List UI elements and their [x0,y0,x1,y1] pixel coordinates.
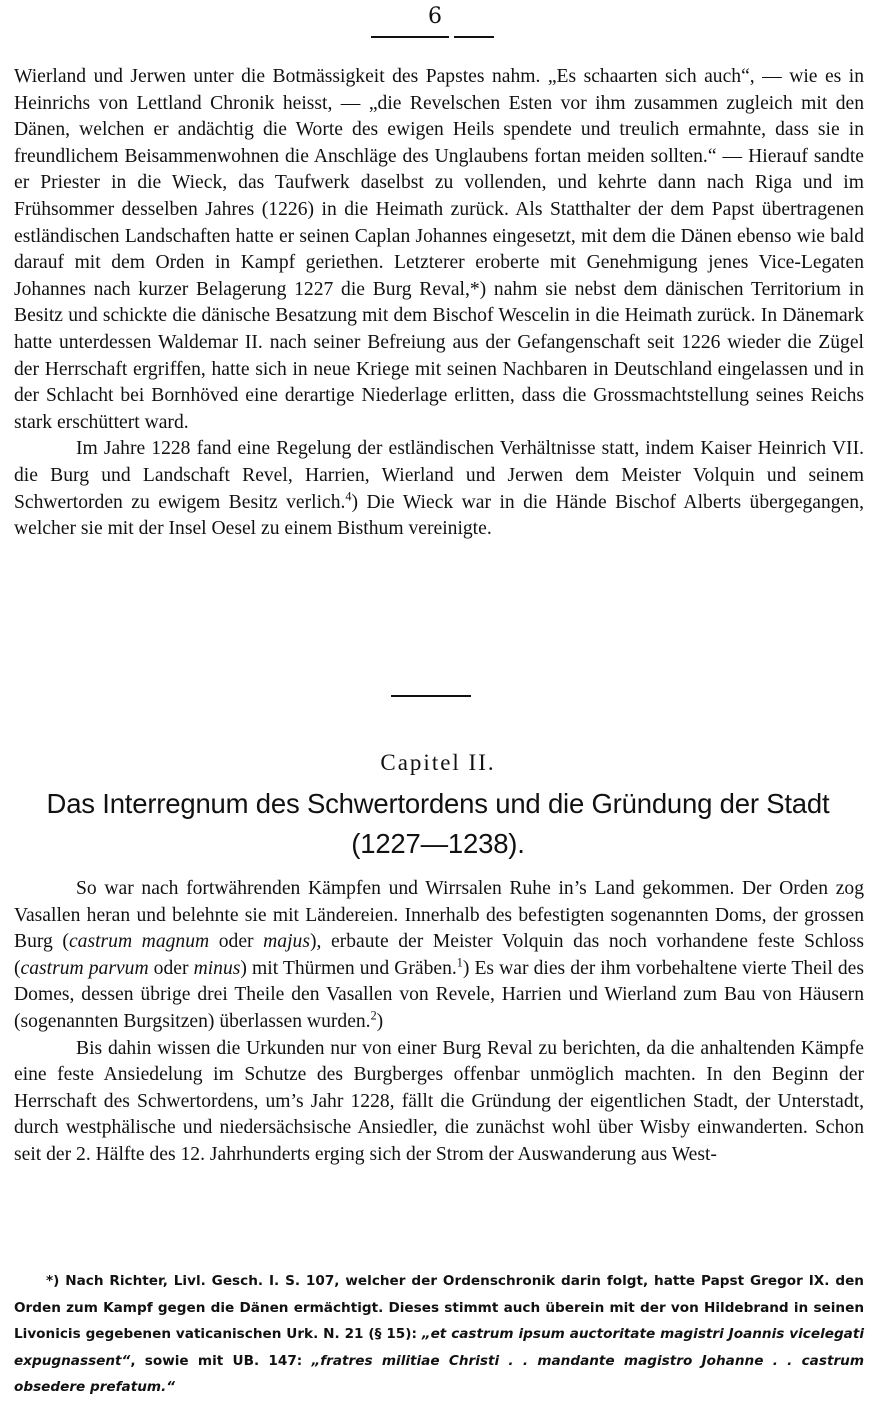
p3-text-1: So war nach fortwährenden Kämpfen und Wirrsalen Ruhe in’s Land gekommen. Der Orden zog Vasallen heran und belehnte sie mit Ländereien. Innerhalb des befestigten sogenannten Doms, der grossen Burg ( [14,878,864,953]
footnote-text-1: *) Nach Richter, Livl. Gesch. I. S. 107, welcher der Ordenschronik darin folgt, hatte Papst Gregor IX. den Orden zum Kampf gegen die Dänen ermächtigt. Dieses stimmt auch überein mit der von Hildebrand in seinen Livonicis gegebenen vaticanischen Urk. N. 21 (§ 15): [14,1273,864,1342]
chapter-title-line-1: Das Interregnum des Schwertordens und die Gründung der Stadt [46,788,830,819]
header-rule-left [371,36,449,38]
paragraph-2 [14,436,864,542]
page-header [370,2,500,32]
paragraph-3 [14,876,864,1036]
p3-italic-minus: minus [193,957,241,979]
footnote-block [14,1268,864,1401]
footnote-quote-1: „et castrum ipsum auctoritate magistri Joannis vicelegati expugnassent“ [14,1326,865,1369]
p3-text-6: ) Es war dies der ihm vorbehaltene vierte Theil des Domes, dessen übrige drei Theile den Vasallen von Revele, Harrien und Wierland zum Bau von Häusern (sogenannten Burgsitzen) überlassen wurden. [14,957,864,1032]
paragraph-4: Bis dahin wissen die Urkunden nur von einer Burg Reval zu berichten, da die anhaltenden Kämpfe eine feste Ansiedelung im Schutze des Burgberges offenbar unmöglich machten. In den Beginn der Herrschaft des Schwertordens, um’s Jahr 1228, fällt die Gründung der eigentlichen Stadt, der Unterstadt, durch westphälische und niedersächsische Ansiedler, die zunächst wohl über Wisby einwanderten. Schon seit der 2. Hälfte des 12. Jahrhunderts erging sich der Strom der Auswanderung aus West- [14,1037,864,1165]
footnote-quote-2: „fratres militiae Christi . . mandante magistro Johanne . . castrum obsedere prefatum.“ [14,1352,864,1395]
p3-text-5: ) mit Thürmen und Gräben. [240,957,457,979]
p3-text-2: oder [209,931,264,953]
p3-text-3: ), erbaute der Meister Volquin das noch vorhandene feste Schloss ( [14,931,864,979]
body-section-top [14,64,864,543]
header-rule-right [454,36,494,38]
p3-italic-majus: majus [263,931,310,953]
section-divider [391,695,471,697]
p3-italic-castrum-magnum: castrum magnum [68,931,210,953]
footnote-star [14,1268,864,1401]
page-number: 6 [428,4,442,29]
paragraph-2-text-after: ) Die Wieck war in die Hände Bischof Alberts übergegangen, welcher sie mit der Insel Oesel zu einem Bisthum vereinigte. [14,491,864,540]
footnote-mark-2: 2 [370,1008,377,1023]
paragraph-2-text: Im Jahre 1228 fand eine Regelung der estländischen Verhältnisse statt, indem Kaiser Heinrich VII. die Burg und Landschaft Revel, Harrien, Wierland und Jerwen dem Meister Volquin und seinem Schwertorden zu ewigem Besitz verlich. [14,438,864,513]
paragraph-1: Wierland und Jerwen unter die Botmässigkeit des Papstes nahm. „Es schaarten sich auch“, — wie es in Heinrichs von Lettland Chronik heisst, — „die Revelschen Esten vor ihm zusammen zugleich mit den Dänen, welchen er andächtig die Worte des ewigen Heils spendete und treulich ermahnte, dass sie in freundlichem Beisammenwohnen die Anschläge des Unglaubens fortan meiden sollten.“ — Hierauf sandte er Priester in die Wieck, das Taufwerk daselbst zu vollenden, und kehrte dann nach Riga und im Frühsommer desselben Jahres (1226) in die Heimath zurück. Als Statthalter der dem Papst übertragenen estländischen Landschaften hatte er seinen Caplan Johannes eingesetzt, mit dem die Dänen ebenso wie bald darauf mit dem Orden in Kampf geriethen. Letzterer eroberte mit Genehmigung jenes Vice-Legaten Johannes nach kurzer Belagerung 1227 die Burg Reval,*) nahm sie nebst dem dänischen Territorium in Besitz und schickte die dänische Besatzung mit dem Bischof Wescelin in die Heimath zurück. In Dänemark hatte unterdessen Waldemar II. nach seiner Befreiung aus der Gefangenschaft seit 1226 wieder die Zügel der Herrschaft ergriffen, hatte sich in neue Kriege mit seinen Nachbaren in Deutschland eingelassen und in der Schlacht bei Bornhöved eine derartige Niederlage erlitten, dass die Grossmachtstellung seines Reichs stark erschüttert ward. [14,66,864,433]
chapter-heading [0,784,876,864]
footnote-text-2: , sowie mit UB. 147: [130,1352,312,1369]
p3-text-7: ) [376,1010,384,1032]
p3-text-4: oder [148,957,194,979]
footnote-mark-1: 1 [456,955,463,970]
chapter-label: Capitel II. [380,750,496,775]
body-section-chapter [14,876,864,1169]
footnote-mark-4: 4 [345,488,352,503]
chapter-title-line-2: (1227—1238). [351,828,525,859]
p3-italic-castrum-parvum: castrum parvum [20,957,149,979]
